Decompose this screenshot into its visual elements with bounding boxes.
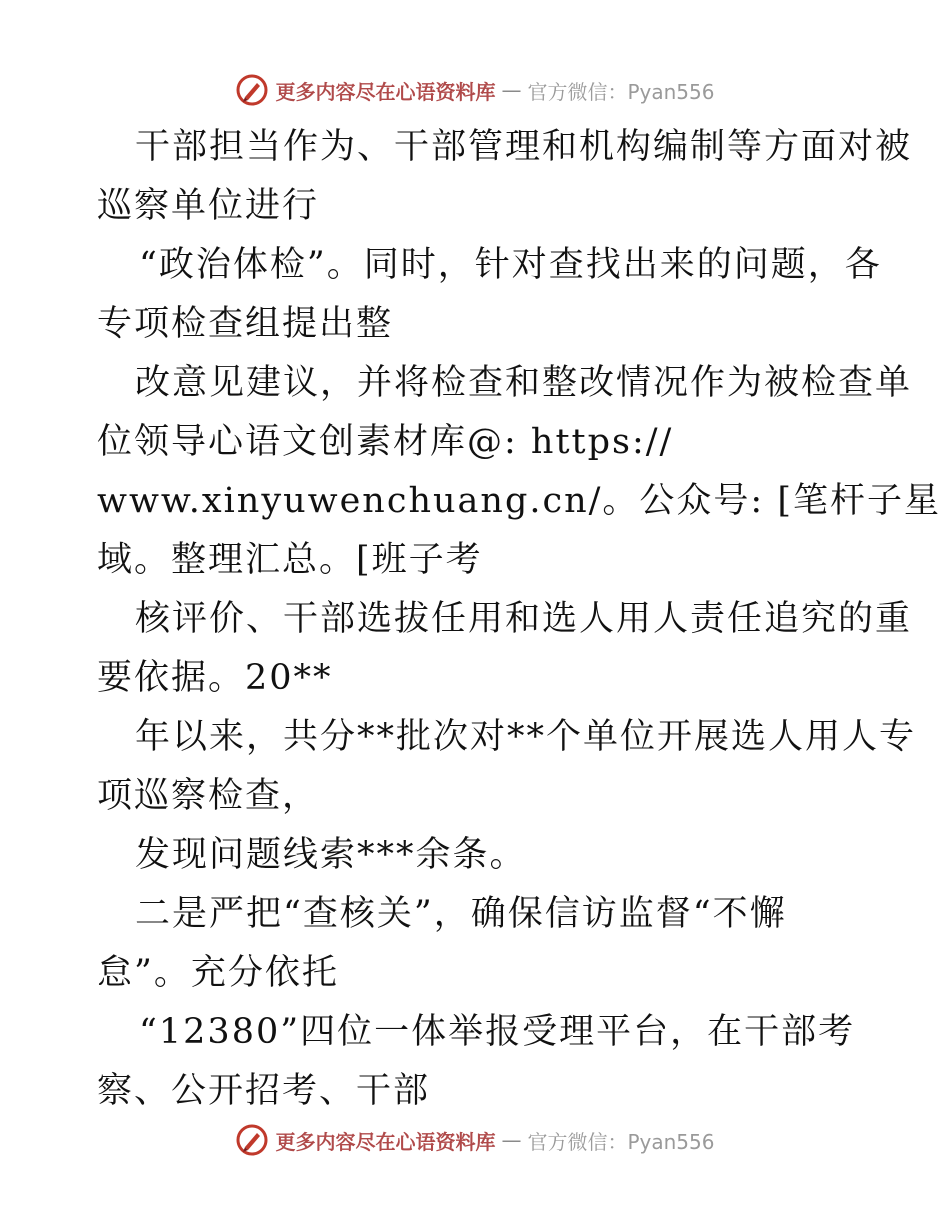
header-banner xyxy=(0,70,950,110)
header-contact-text: 官方微信：Pyan556 xyxy=(527,79,715,104)
body-line: 改意见建议，并将检查和整改情况作为被检查单 xyxy=(135,363,913,403)
body-line: www.xinyuwenchuang.cn/。公众号: [笔杆子星 xyxy=(97,481,941,521)
body-line: 项巡察检查， xyxy=(97,776,320,816)
footer-banner xyxy=(0,1120,950,1160)
body-line: 巡察单位进行 xyxy=(97,186,320,226)
footer-separator: — xyxy=(501,1128,522,1152)
body-line: “政治体检”。同时，针对查找出来的问题，各 xyxy=(139,245,882,285)
footer-contact-text: 官方微信：Pyan556 xyxy=(527,1129,715,1154)
body-line: 二是严把“查核关”，确保信访监督“不懈 xyxy=(135,894,787,934)
pen-circle-logo-icon xyxy=(235,73,269,107)
header-brand-text: 更多内容尽在心语资料库 xyxy=(275,79,496,104)
body-line: 干部担当作为、干部管理和机构编制等方面对被 xyxy=(135,127,913,167)
body-line: 怠”。充分依托 xyxy=(97,953,339,993)
body-line: 专项检查组提出整 xyxy=(97,304,394,344)
body-line: 年以来，共分**批次对**个单位开展选人用人专 xyxy=(135,717,917,757)
document-body xyxy=(97,118,941,1121)
footer-brand-text: 更多内容尽在心语资料库 xyxy=(275,1129,496,1154)
body-line: 发现问题线索***余条。 xyxy=(135,835,527,875)
body-line: 核评价、干部选拔任用和选人用人责任追究的重 xyxy=(135,599,913,639)
body-line: 察、公开招考、干部 xyxy=(97,1071,431,1111)
header-separator: — xyxy=(501,78,522,102)
body-line: 域。整理汇总。[班子考 xyxy=(97,540,483,580)
body-line: 要依据。20** xyxy=(97,658,333,698)
body-line: “12380”四位一体举报受理平台，在干部考 xyxy=(139,1012,856,1052)
pen-circle-logo-icon xyxy=(235,1123,269,1157)
body-line: 位领导心语文创素材库@: https:// xyxy=(97,422,674,462)
